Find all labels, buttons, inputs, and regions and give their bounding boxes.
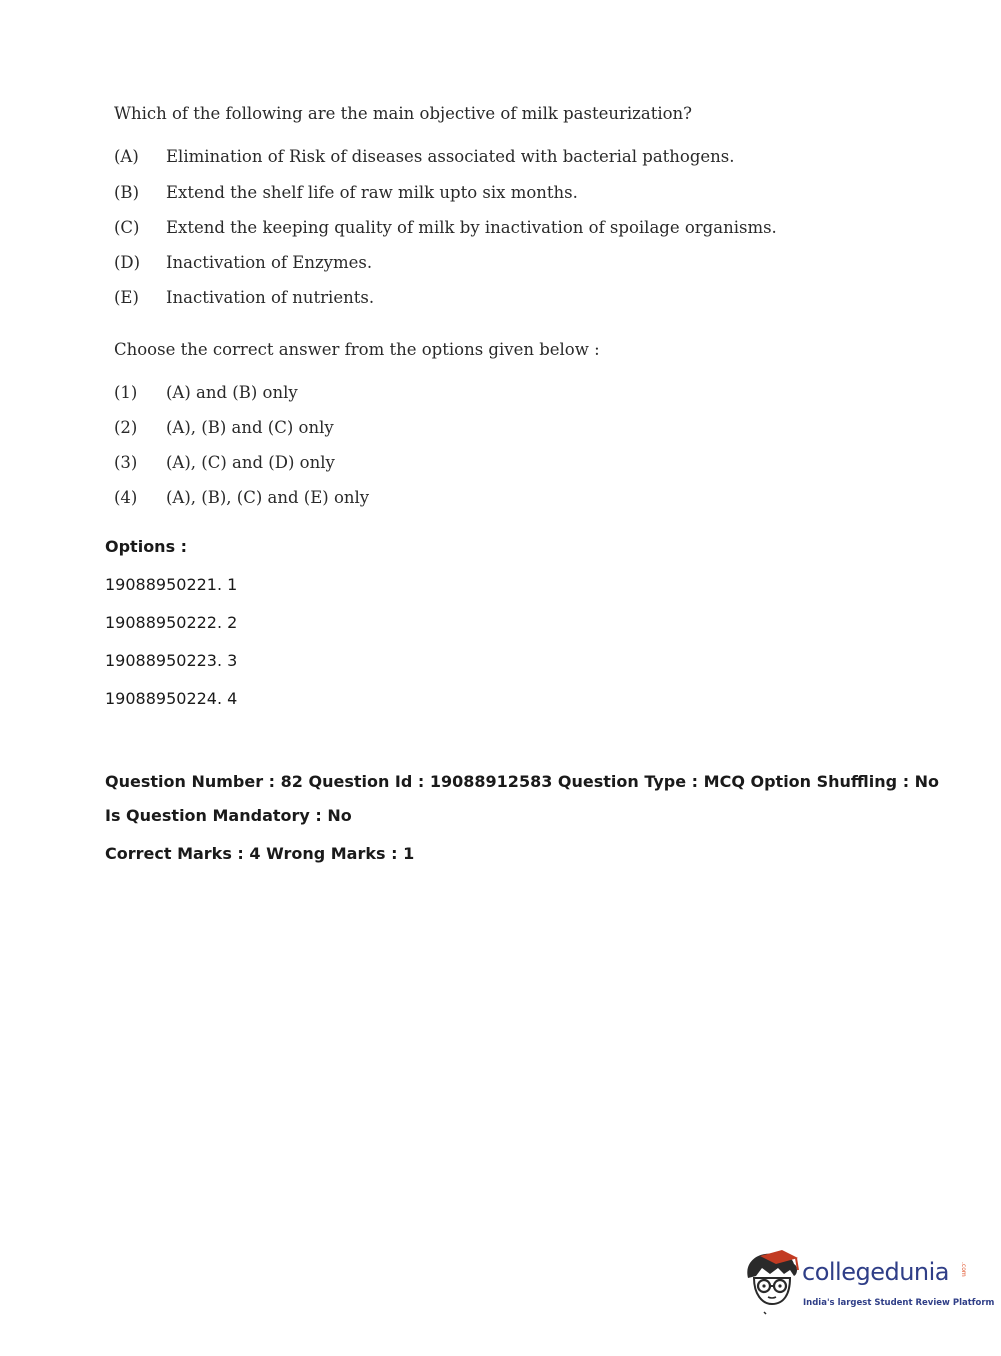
choice-text: (A), (B) and (C) only: [166, 418, 334, 437]
choice-label: (4): [114, 488, 138, 507]
question-text: Which of the following are the main objective of milk pasteurization?: [114, 104, 693, 123]
statement-text: Inactivation of Enzymes.: [166, 253, 373, 272]
choice-1: [114, 383, 298, 402]
choice-2: [114, 418, 334, 437]
mandatory-line: Is Question Mandatory : No: [105, 806, 352, 825]
choice-text: (A) and (B) only: [166, 383, 298, 402]
statement-text: Elimination of Risk of diseases associated with bacterial pathogens.: [166, 147, 735, 166]
statement-b: [114, 183, 578, 202]
choice-label: (3): [114, 453, 138, 472]
option-item: 19088950221. 1: [105, 575, 238, 594]
logo-dotcom: .com: [960, 1262, 967, 1277]
statement-label: (D): [114, 253, 141, 272]
choice-label: (2): [114, 418, 138, 437]
collegedunia-logo: [740, 1248, 995, 1322]
instruction-text: Choose the correct answer from the options given below :: [114, 340, 600, 359]
option-item: 19088950224. 4: [105, 689, 238, 708]
choice-text: (A), (B), (C) and (E) only: [166, 488, 370, 507]
option-item: 19088950222. 2: [105, 613, 238, 632]
statement-label: (E): [114, 288, 139, 307]
statement-label: (C): [114, 218, 140, 237]
statement-text: Extend the shelf life of raw milk upto six months.: [166, 183, 578, 202]
choice-4: [114, 488, 369, 507]
statement-text: Inactivation of nutrients.: [166, 288, 375, 307]
logo-wordmark: collegedunia: [802, 1258, 950, 1286]
statement-d: [114, 253, 372, 272]
choice-text: (A), (C) and (D) only: [166, 453, 335, 472]
choice-label: (1): [114, 383, 138, 402]
option-item: 19088950223. 3: [105, 651, 238, 670]
question-meta-line: Question Number : 82 Question Id : 19088912583 Question Type : MCQ Option Shuffling : No: [105, 772, 940, 791]
options-heading: Options :: [105, 537, 188, 556]
statement-c: [114, 218, 777, 237]
student-mascot-icon: [740, 1248, 800, 1316]
statement-label: (A): [114, 147, 139, 166]
logo-tagline: India's largest Student Review Platform: [803, 1298, 995, 1308]
statement-a: [114, 147, 735, 166]
statement-e: [114, 288, 374, 307]
choice-3: [114, 453, 335, 472]
marks-line: Correct Marks : 4 Wrong Marks : 1: [105, 844, 415, 863]
statement-label: (B): [114, 183, 139, 202]
statement-text: Extend the keeping quality of milk by inactivation of spoilage organisms.: [166, 218, 777, 237]
